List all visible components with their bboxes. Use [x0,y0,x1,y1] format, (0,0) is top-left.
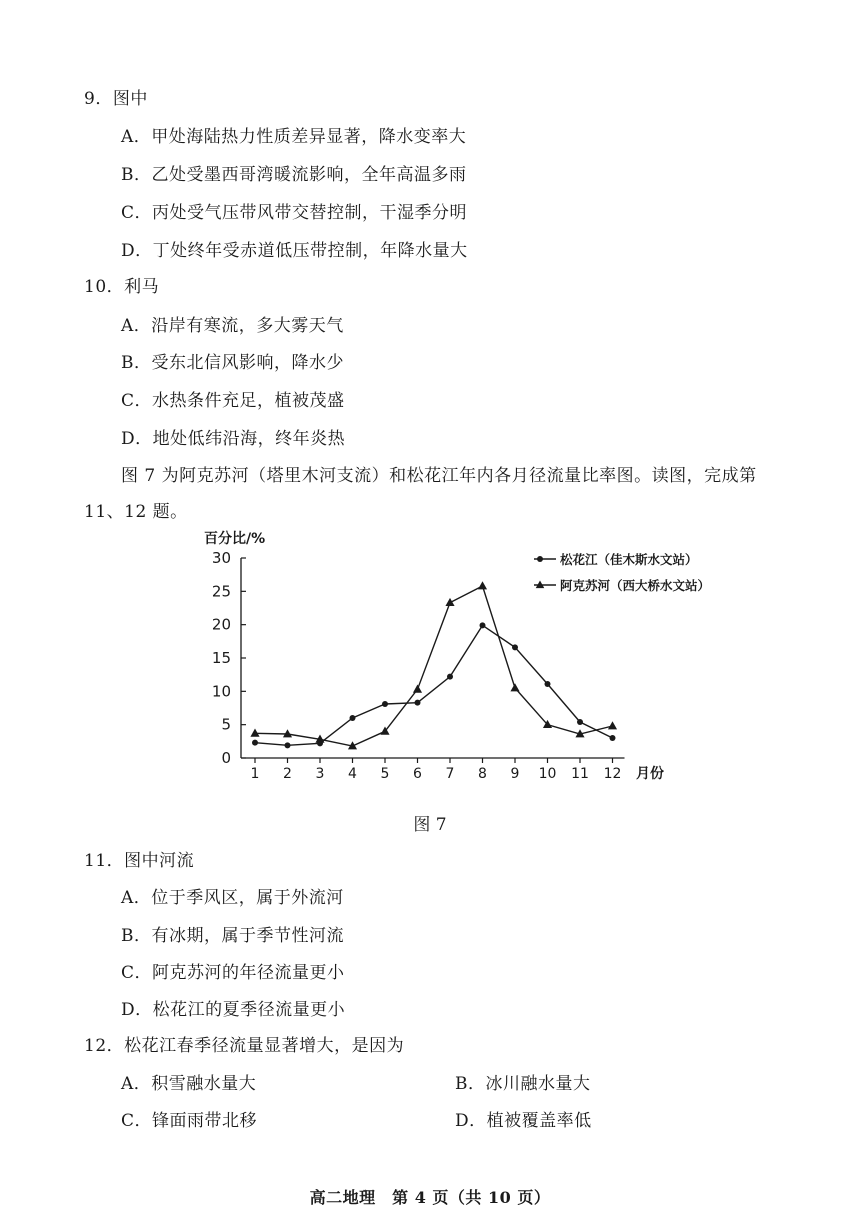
data-point [480,622,486,628]
question-12-option-b: B．冰川融水量大 [455,1074,591,1094]
runoff-ratio-chart [196,526,736,796]
x-tick-label: 6 [413,766,422,782]
y-tick-label: 10 [211,682,231,701]
legend-label-1: 松花江（佳木斯水文站） [560,552,698,567]
question-10-option-c: C．水热条件充足，植被茂盛 [121,391,345,411]
x-tick-label: 3 [315,766,325,782]
question-9-option-a: A．甲处海陆热力性质差异显著，降水变率大 [121,127,467,147]
y-tick-label: 20 [211,615,231,634]
question-12-option-d: D．植被覆盖率低 [455,1111,592,1131]
x-tick-label: 7 [445,766,455,782]
x-axis-label: 月份 [636,766,664,782]
question-10-stem: 10．利马 [84,277,160,297]
x-tick-label: 12 [603,766,622,782]
data-point [608,721,617,729]
question-9-option-c: C．丙处受气压带风带交替控制，干湿季分明 [121,203,468,223]
question-9-option-d: D．丁处终年受赤道低压带控制，年降水量大 [121,241,468,261]
figure-intro-line-1: 图 7 为阿克苏河（塔里木河支流）和松花江年内各月径流量比率图。读图，完成第 [121,466,757,486]
figure-intro-line-2: 11、12 题。 [84,502,188,522]
legend-marker-circle [537,556,543,562]
question-10-option-b: B．受东北信风影响，降水少 [121,353,344,373]
figure-caption: 图 7 [413,815,447,835]
data-point [350,715,356,721]
question-9-option-b: B．乙处受墨西哥湾暖流影响，全年高温多雨 [121,165,467,185]
data-point [512,644,518,650]
series-line-2 [255,586,613,746]
question-12-stem: 12．松花江春季径流量显著增大，是因为 [84,1036,405,1056]
y-tick-label: 15 [211,649,231,667]
question-11-stem: 11．图中河流 [84,851,195,871]
x-tick-label: 11 [571,766,589,782]
legend-label-2: 阿克苏河（西大桥水文站） [560,578,711,593]
x-tick-label: 1 [250,766,260,782]
data-point [610,735,616,741]
data-point [415,700,421,706]
x-tick-label: 9 [510,766,520,782]
question-10-option-a: A．沿岸有寒流，多大雾天气 [121,316,344,336]
data-point [447,674,453,680]
y-tick-label: 0 [221,749,231,767]
x-tick-label: 4 [348,766,357,782]
data-point [577,719,583,725]
y-tick-label: 25 [211,582,231,601]
question-9-stem: 9．图中 [84,89,148,109]
chart-legend [534,552,710,593]
question-12-option-c: C．锋面雨带北移 [121,1111,258,1131]
data-point [545,681,551,687]
y-tick-label: 5 [221,715,231,734]
x-tick-label: 2 [283,766,292,782]
y-axis-label: 百分比/% [204,531,266,547]
x-tick-label: 8 [478,766,487,782]
data-point [382,701,388,707]
data-point [510,683,519,691]
question-11-option-c: C．阿克苏河的年径流量更小 [121,963,345,983]
data-point [413,685,422,693]
question-10-option-d: D．地处低纬沿海，终年炎热 [121,429,346,449]
question-11-option-a: A．位于季风区，属于外流河 [121,888,344,908]
chart-series [250,581,617,749]
data-point [252,740,258,746]
data-point [478,581,487,589]
data-point [285,742,291,748]
data-point [250,729,259,737]
page-footer: 高二地理 第 4 页（共 10 页） [309,1188,551,1207]
x-tick-label: 10 [538,766,557,782]
data-point [445,598,454,606]
question-12-option-a: A．积雪融水量大 [121,1074,257,1094]
x-tick-label: 5 [380,766,390,782]
y-tick-label: 30 [211,549,231,567]
question-11-option-d: D．松花江的夏季径流量更小 [121,1000,346,1020]
question-11-option-b: B．有冰期，属于季节性河流 [121,926,344,946]
